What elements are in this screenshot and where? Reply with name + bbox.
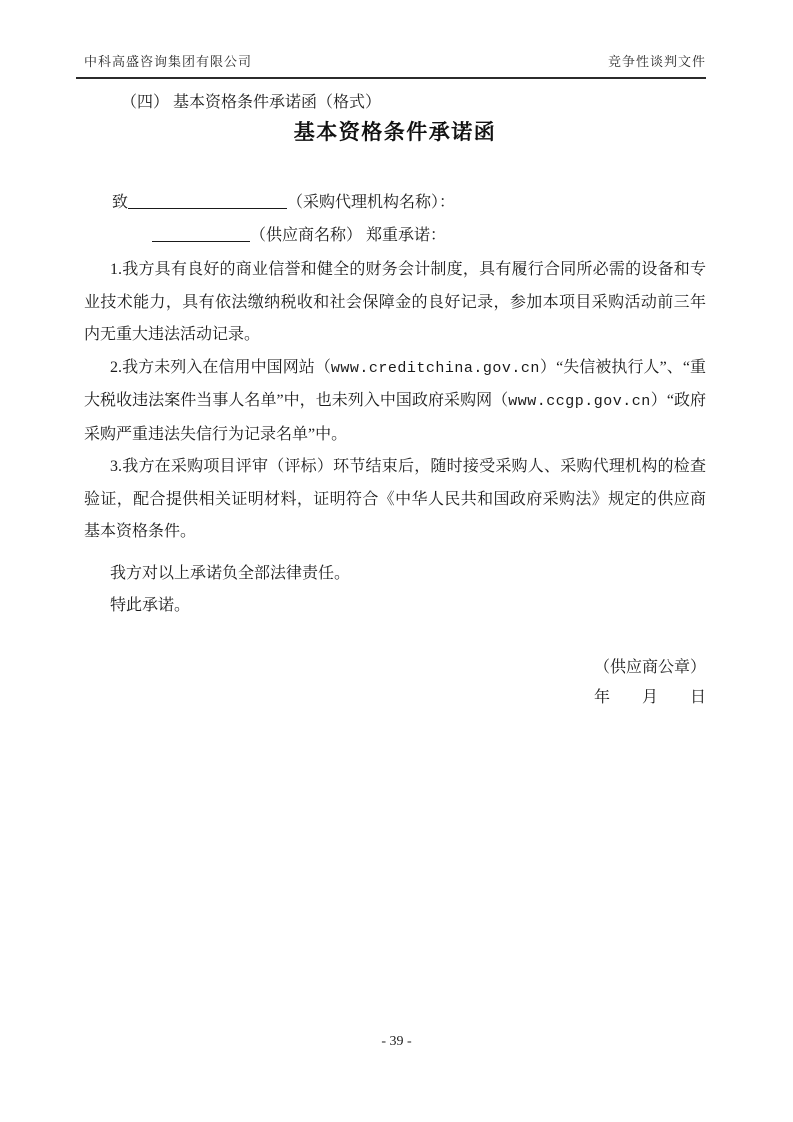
supplier-seal-label: （供应商公章）	[593, 658, 706, 676]
page-header	[84, 0, 706, 69]
declarer-line	[84, 224, 706, 247]
salutation-suffix: （采购代理机构名称）：	[287, 194, 456, 211]
page-title: 基本资格条件承诺函	[293, 120, 497, 144]
section-heading: （四） 基本资格条件承诺函（格式）	[121, 94, 382, 111]
page-content	[84, 0, 706, 713]
commitment-paragraph-1: 1.我方具有良好的商业信誉和健全的财务会计制度，具有履行合同所必需的设备和专业技术能力，具有依法缴纳税收和社会保障金的良好记录，参加本项目采购活动前三年内无重大违法活动记录。	[84, 261, 706, 343]
header-company-name: 中科高盛咨询集团有限公司	[84, 54, 253, 69]
hereby-statement: 特此承诺。	[110, 597, 191, 614]
declarer-suffix: （供应商名称） 郑重承诺：	[250, 227, 447, 244]
date-line: 年 月 日	[593, 688, 706, 706]
signature-block	[84, 653, 706, 713]
commitment-body	[84, 254, 706, 623]
commitment-paragraph-3: 3.我方在采购项目评审（评标）环节结束后，随时接受采购人、采购代理机构的检查验证，配合提供相关证明材料，证明符合《中华人民共和国政府采购法》规定的供应商基本资格条件。	[84, 458, 706, 540]
page-number: - 39 -	[381, 1034, 412, 1049]
salutation-line	[84, 191, 706, 214]
header-doc-type: 竞争性谈判文件	[607, 54, 706, 69]
supplier-name-blank	[152, 228, 250, 242]
header-rule	[76, 77, 706, 79]
agency-name-blank	[128, 195, 287, 209]
salutation-prefix: 致	[112, 194, 129, 211]
commitment-paragraph-2: 2.我方未列入在信用中国网站（www.creditchina.gov.cn）“失信被执行人”、“重大税收违法案件当事人名单”中，也未列入中国政府采购网（www.ccgp.gov.cn）“政府采购严重违法失信行为记录名单”中。	[84, 358, 706, 443]
liability-statement: 我方对以上承诺负全部法律责任。	[110, 564, 351, 582]
